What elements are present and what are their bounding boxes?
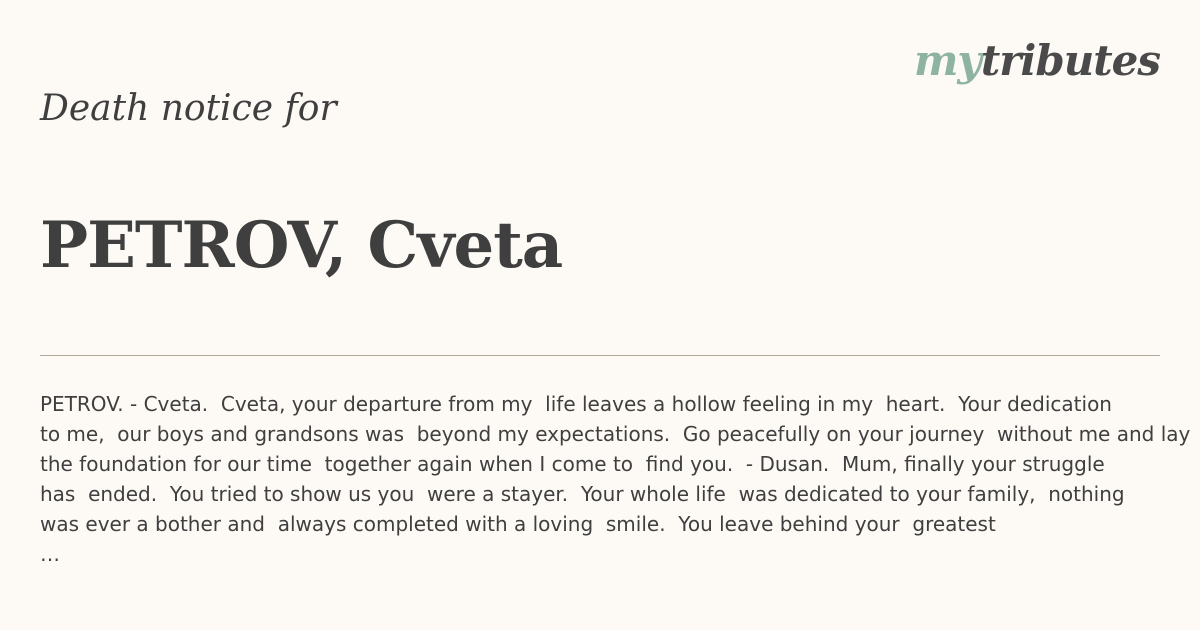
notice-line: the foundation for our time together again when I come to find you. - Dusan. Mum, finally your struggle: [40, 452, 1105, 476]
notice-line: to me, our boys and grandsons was beyond my expectations. Go peacefully on your journey without me and lay: [40, 422, 1191, 446]
divider: [40, 355, 1160, 356]
logo-suffix: tributes: [980, 36, 1160, 85]
notice-line: has ended. You tried to show us you were a stayer. Your whole life was dedicated to your family, nothing: [40, 482, 1125, 506]
notice-line: was ever a bother and always completed with a loving smile. You leave behind your greatest: [40, 512, 996, 536]
page-eyebrow: Death notice for: [40, 88, 337, 129]
notice-ellipsis: …: [40, 542, 60, 566]
deceased-name: PETROV, Cveta: [40, 208, 563, 283]
notice-text: [40, 389, 1191, 569]
logo-prefix: my: [913, 36, 981, 85]
notice-line: PETROV. - Cveta. Cveta, your departure from my life leaves a hollow feeling in my heart. Your dedication: [40, 392, 1112, 416]
mytributes-logo[interactable]: [914, 36, 1160, 85]
